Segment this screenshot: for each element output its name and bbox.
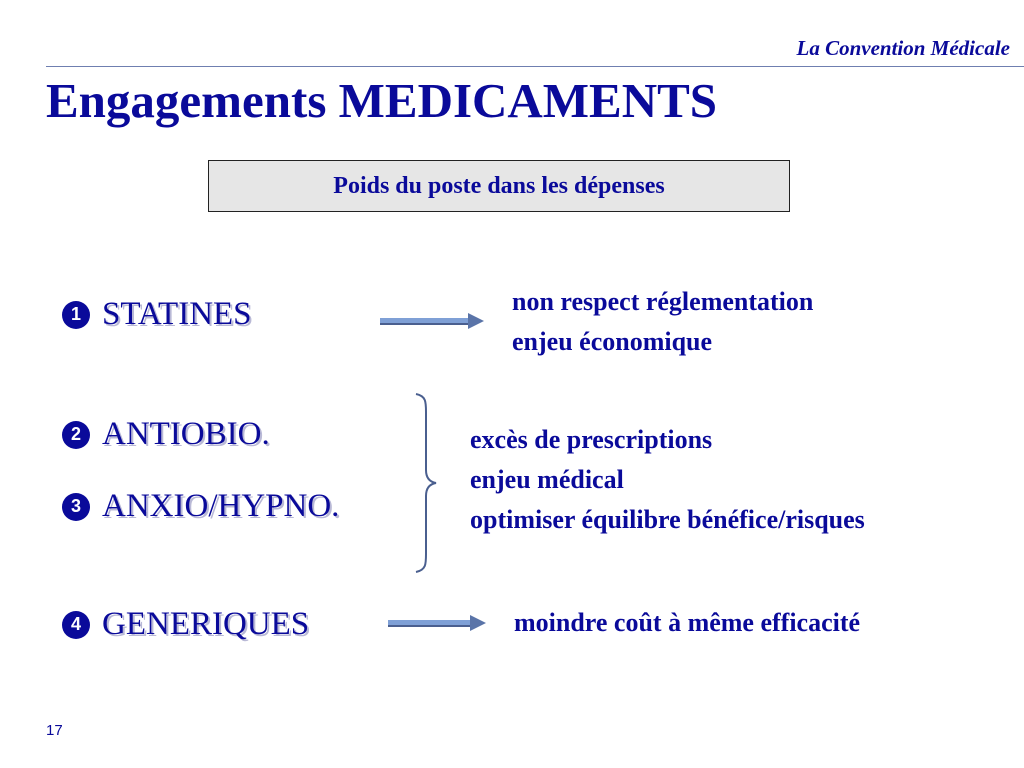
item-label: STATINES <box>102 296 252 332</box>
page-number: 17 <box>46 722 63 739</box>
group-description <box>470 420 865 540</box>
bullet-3-icon: 3 <box>62 493 90 521</box>
item-statines <box>62 296 252 333</box>
item-antiobio <box>62 416 270 453</box>
item-label: GENERIQUES <box>102 606 310 642</box>
bullet-4-icon: 4 <box>62 611 90 639</box>
description-line: moindre coût à même efficacité <box>514 608 861 637</box>
item-label: ANTIOBIO. <box>102 416 270 452</box>
description-line: optimiser équilibre bénéfice/risques <box>470 505 865 534</box>
curly-brace-icon <box>412 392 438 574</box>
bullet-1-icon: 1 <box>62 301 90 329</box>
header-divider <box>46 66 1024 67</box>
description-line: excès de prescriptions <box>470 425 713 454</box>
header-note: La Convention Médicale <box>796 36 1010 60</box>
subtitle-box <box>208 160 790 212</box>
generiques-description <box>514 603 860 643</box>
right-arrow-icon <box>380 309 486 333</box>
item-anxio-hypno <box>62 488 339 525</box>
bullet-2-icon: 2 <box>62 421 90 449</box>
page-title: Engagements MEDICAMENTS <box>46 73 718 128</box>
right-arrow-icon <box>388 611 488 635</box>
statines-description <box>512 282 813 362</box>
item-label: ANXIO/HYPNO. <box>102 488 340 524</box>
subtitle-text: Poids du poste dans les dépenses <box>333 172 665 199</box>
description-line: enjeu économique <box>512 327 713 356</box>
description-line: non respect réglementation <box>512 287 814 316</box>
item-generiques <box>62 606 309 643</box>
description-line: enjeu médical <box>470 465 624 494</box>
